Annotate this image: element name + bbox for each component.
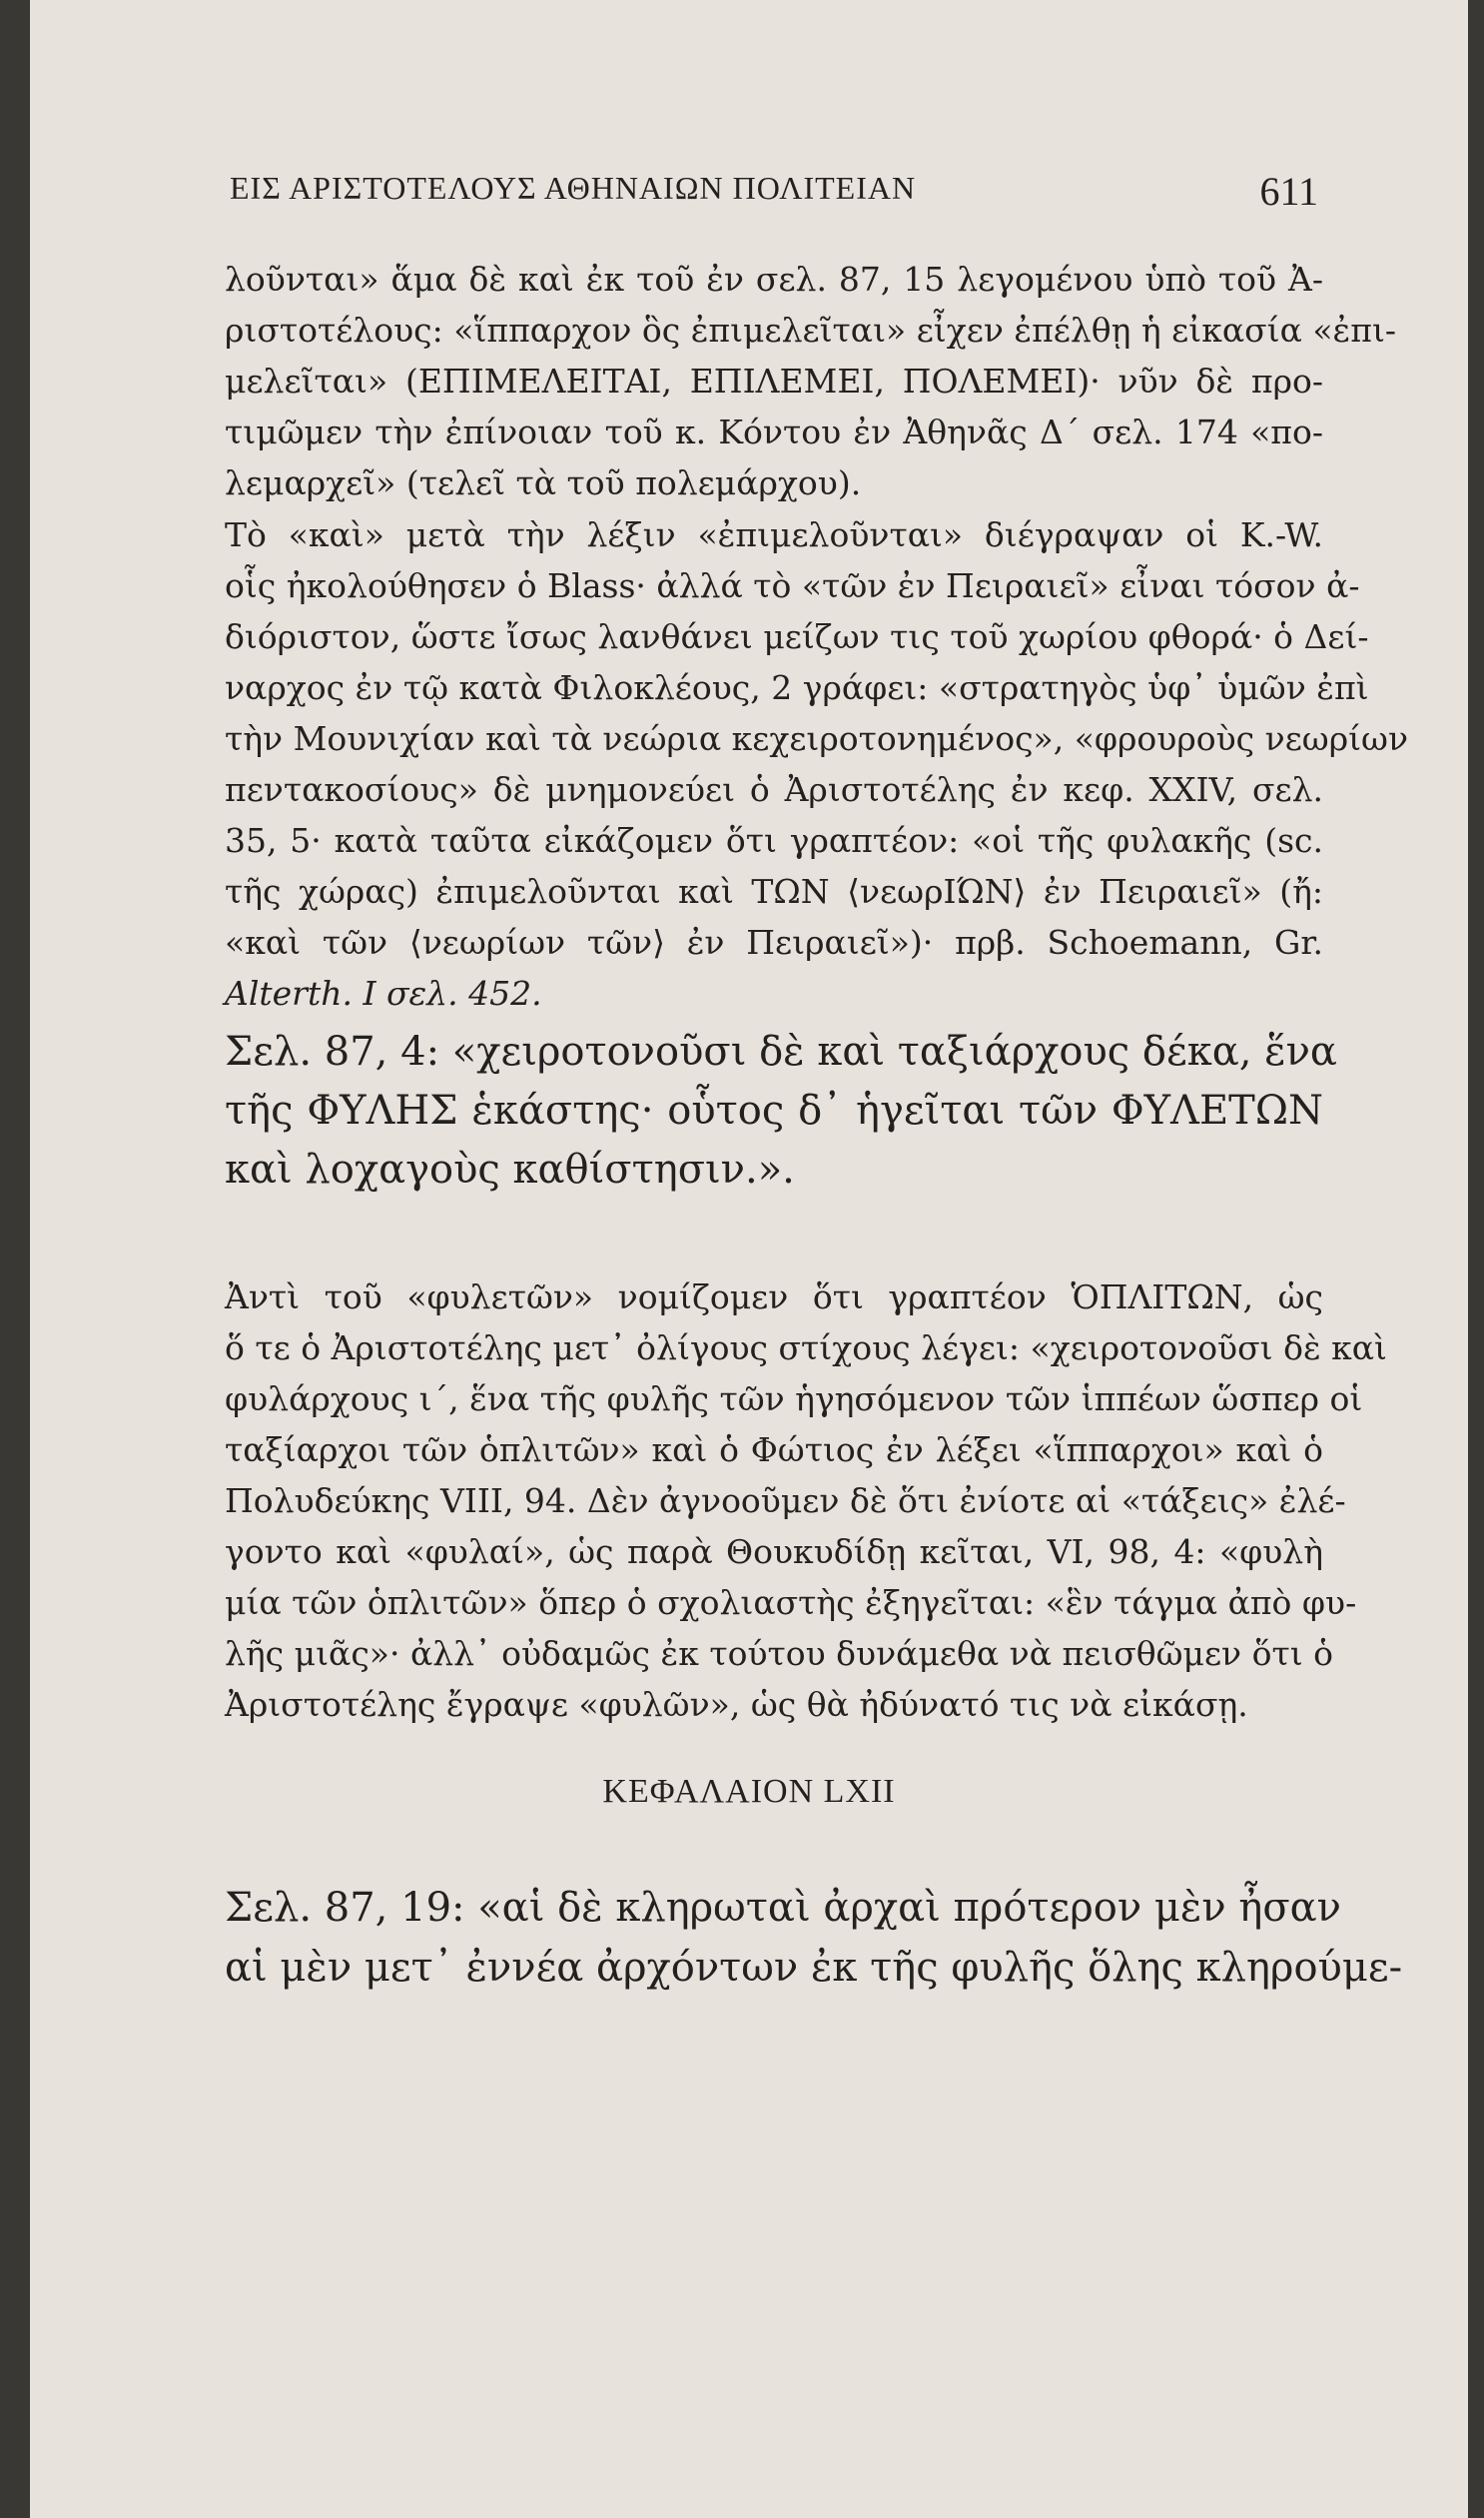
paragraph-3 (225, 1023, 1337, 1200)
paragraph-1 (225, 254, 1397, 508)
text-line: ριστοτέλους: «ἵππαρχον ὃς ἐπιμελεῖται» εἶχεν ἐπέλθῃ ἡ εἰκασία «ἐπι- (225, 311, 1397, 350)
text-line: τῆς ΦΥΛΗΣ ἑκάστης· οὗτος δ᾽ ἡγεῖται τῶν ΦΥΛΕΤΩΝ (225, 1088, 1323, 1134)
text-line: «καὶ τῶν ⟨νεωρίων τῶν⟩ ἐν Πειραιεῖ»)· πρβ. Schoemann, Gr. (225, 923, 1323, 962)
text-line: λεμαρχεῖ» (τελεῖ τὰ τοῦ πολεμάρχου). (225, 463, 862, 502)
text-line: 35, 5· κατὰ ταῦτα εἰκάζομεν ὅτι γραπτέον: «οἱ τῆς φυλακῆς (sc. (225, 821, 1323, 860)
running-head (230, 170, 1318, 220)
text-line: διόριστον, ὥστε ἴσως λανθάνει μείζων τις τοῦ χωρίου φθορά· ὁ Δεί- (225, 617, 1369, 656)
text-line: Ἀριστοτέλης ἔγραψε «φυλῶν», ὡς θὰ ἠδύνατό τις νὰ εἰκάσῃ. (225, 1685, 1248, 1724)
book-page (30, 0, 1468, 2518)
text-line: ὅ τε ὁ Ἀριστοτέλης μετ᾽ ὀλίγους στίχους λέγει: «χειροτονοῦσι δὲ καὶ (225, 1328, 1387, 1367)
text-line: μία τῶν ὁπλιτῶν» ὅπερ ὁ σχολιαστὴς ἐξηγεῖται: «ἓν τάγμα ἀπὸ φυ- (225, 1583, 1357, 1622)
page-number: 611 (1259, 169, 1318, 214)
text-line: Σελ. 87, 19: «αἱ δὲ κληρωταὶ ἀρχαὶ πρότερον μὲν ἦσαν (225, 1885, 1341, 1931)
running-title: ΕΙΣ ΑΡΙΣΤΟΤΕΛΟΥΣ ΑΘΗΝΑΙΩΝ ΠΟΛΙΤΕΙΑΝ (230, 170, 917, 206)
text-line: γοντο καὶ «φυλαί», ὡς παρὰ Θουκυδίδῃ κεῖται, VI, 98, 4: «φυλὴ (225, 1532, 1323, 1571)
text-line: ταξίαρχοι τῶν ὁπλιτῶν» καὶ ὁ Φώτιος ἐν λέξει «ἵππαρχοι» καὶ ὁ (225, 1430, 1323, 1469)
paragraph-5 (225, 1878, 1403, 1998)
text-line: πεντακοσίους» δὲ μνημονεύει ὁ Ἀριστοτέλης ἐν κεφ. XXIV, σελ. (225, 770, 1323, 809)
text-line: αἱ μὲν μετ᾽ ἐννέα ἀρχόντων ἐκ τῆς φυλῆς ὅλης κληρούμε- (225, 1945, 1403, 1991)
text-line: Ἀντὶ τοῦ «φυλετῶν» νομίζομεν ὅτι γραπτέον ὉΠΛΙΤΩΝ, ὡς (225, 1277, 1323, 1316)
text-line: Πολυδεύκης VIII, 94. Δὲν ἀγνοοῦμεν δὲ ὅτι ἐνίοτε αἱ «τάξεις» ἐλέ- (225, 1481, 1346, 1520)
paragraph-4 (225, 1271, 1387, 1730)
text-line: μελεῖται» (ΕΠΙΜΕΛΕΙΤΑΙ, ΕΠΙΛΕΜΕΙ, ΠΟΛΕΜΕΙ)· νῦν δὲ προ- (225, 362, 1323, 401)
text-line: οἷς ἠκολούθησεν ὁ Blass· ἀλλά τὸ «τῶν ἐν Πειραιεῖ» εἶναι τόσον ἀ- (225, 566, 1360, 605)
text-line: Τὸ «καὶ» μετὰ τὴν λέξιν «ἐπιμελοῦνται» διέγραψαν οἱ K.-W. (225, 515, 1323, 554)
text-line: τιμῶμεν τὴν ἐπίνοιαν τοῦ κ. Κόντου ἐν Ἀθηνᾶς Δ΄ σελ. 174 «πο- (225, 413, 1323, 451)
chapter-heading: ΚΕΦΑΛΑΙΟΝ LXII (602, 1773, 896, 1810)
text-line: Alterth. I σελ. 452. (225, 974, 542, 1013)
text-line: λοῦνται» ἅμα δὲ καὶ ἐκ τοῦ ἐν σελ. 87, 15 λεγομένου ὑπὸ τοῦ Ἀ- (225, 260, 1323, 299)
text-line: φυλάρχους ι΄, ἕνα τῆς φυλῆς τῶν ἡγησόμενον τῶν ἱππέων ὥσπερ οἱ (225, 1379, 1363, 1418)
text-line: τῆς χώρας) ἐπιμελοῦνται καὶ ΤΩΝ ⟨νεωρΙΏΝ⟩ ἐν Πειραιεῖ» (ἤ: (225, 872, 1323, 911)
text-line: καὶ λοχαγοὺς καθίστησιν.». (225, 1147, 795, 1193)
text-line: ναρχος ἐν τῷ κατὰ Φιλοκλέους, 2 γράφει: «στρατηγὸς ὑφ᾽ ὑμῶν ἐπὶ (225, 668, 1369, 707)
text-line: τὴν Μουνιχίαν καὶ τὰ νεώρια κεχειροτονημένος», «φρουροὺς νεωρίων (225, 719, 1409, 758)
paragraph-2 (225, 509, 1409, 1019)
text-line: Σελ. 87, 4: «χειροτονοῦσι δὲ καὶ ταξιάρχους δέκα, ἕνα (225, 1029, 1337, 1075)
text-line: λῆς μιᾶς»· ἀλλ᾽ οὐδαμῶς ἐκ τούτου δυνάμεθα νὰ πεισθῶμεν ὅτι ὁ (225, 1634, 1334, 1673)
